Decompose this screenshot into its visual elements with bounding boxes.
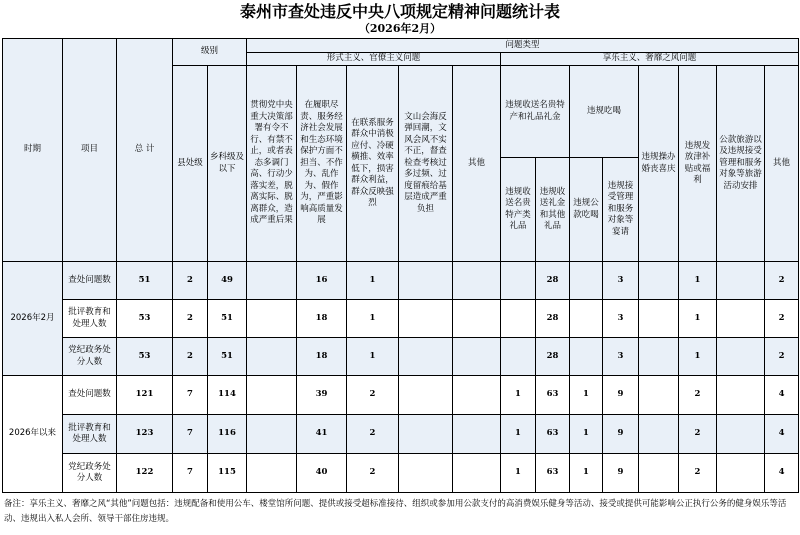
formalism-other-cell (453, 454, 501, 493)
header-formalism-4: 文山会海反弹回潮，文风会风不实不正，督查检查考核过多过频、过度留痕给基层造成严重负担 (399, 66, 453, 262)
table-row (3, 300, 799, 338)
formalism-1-cell (247, 300, 297, 338)
hedonism-gift-b-cell: 28 (536, 338, 570, 376)
hedonism-gift-a-cell (501, 300, 536, 338)
hedonism-meal-a-cell (570, 262, 603, 300)
hedonism-meal-a-cell: 1 (570, 376, 603, 415)
hedonism-meal-b-cell: 9 (603, 454, 639, 493)
hedonism-gift-b-cell: 63 (536, 376, 570, 415)
hedonism-meal-a-cell: 1 (570, 415, 603, 454)
header-hedonism-meal-a: 违规公款吃喝 (570, 158, 603, 262)
page-subtitle: （2026年2月） (358, 22, 442, 35)
total-cell: 51 (117, 262, 173, 300)
total-cell: 53 (117, 300, 173, 338)
item-cell: 批评教育和处理人数 (63, 415, 117, 454)
township-cell: 116 (208, 415, 247, 454)
item-cell: 党纪政务处分人数 (63, 338, 117, 376)
formalism-4-cell (399, 262, 453, 300)
header-formalism: 形式主义、官僚主义问题 (247, 53, 501, 66)
header-level-township: 乡科级及以下 (208, 66, 247, 262)
hedonism-wedding-cell (639, 338, 679, 376)
township-cell: 115 (208, 454, 247, 493)
hedonism-travel-cell (717, 300, 765, 338)
formalism-2-cell: 16 (297, 262, 347, 300)
header-hedonism-meal: 违规吃喝 (570, 66, 639, 158)
formalism-1-cell (247, 454, 297, 493)
footnote: 备注：享乐主义、奢靡之风“其他”问题包括：违规配备和使用公车、楼堂馆所问题、提供或接受超标准接待、组织或参加用公款支付的高消费娱乐健身等活动、接受或提供可能影响公正执行公务的健身娱乐等活动、违规出入私人会所、领导干部住房违规。 (4, 499, 787, 524)
item-cell: 党纪政务处分人数 (63, 454, 117, 493)
header-hedonism-meal-b: 违规接受管理和服务对象等宴请 (603, 158, 639, 262)
header-formalism-2: 在履职尽责、服务经济社会发展和生态环境保护方面不担当、不作为、乱作为、假作为，严重影响高质量发展 (297, 66, 347, 262)
hedonism-wedding-cell (639, 415, 679, 454)
header-level: 级别 (173, 39, 247, 66)
statistics-table (2, 38, 799, 493)
formalism-4-cell (399, 338, 453, 376)
table-row (3, 262, 799, 300)
header-hedonism: 享乐主义、奢靡之风问题 (501, 53, 799, 66)
formalism-3-cell: 2 (347, 376, 399, 415)
hedonism-travel-cell (717, 454, 765, 493)
county-cell: 7 (173, 415, 208, 454)
hedonism-gift-b-cell: 28 (536, 300, 570, 338)
period-cell: 2026年以来 (3, 376, 63, 493)
hedonism-gift-a-cell (501, 262, 536, 300)
township-cell: 51 (208, 300, 247, 338)
hedonism-wedding-cell (639, 454, 679, 493)
hedonism-meal-b-cell: 3 (603, 338, 639, 376)
header-hedonism-gift-b: 违规收送礼金和其他礼品 (536, 158, 570, 262)
header-hedonism-gift: 违规收送名贵特产和礼品礼金 (501, 66, 570, 158)
formalism-1-cell (247, 262, 297, 300)
formalism-4-cell (399, 415, 453, 454)
hedonism-allowance-cell: 1 (679, 300, 717, 338)
formalism-other-cell (453, 338, 501, 376)
header-hedonism-allowance: 违规发放津补贴或福利 (679, 66, 717, 262)
page-title: 泰州市查处违反中央八项规定精神问题统计表 (239, 2, 560, 21)
county-cell: 7 (173, 376, 208, 415)
hedonism-other-cell: 4 (765, 376, 799, 415)
formalism-3-cell: 2 (347, 454, 399, 493)
hedonism-other-cell: 2 (765, 338, 799, 376)
item-cell: 批评教育和处理人数 (63, 300, 117, 338)
hedonism-meal-a-cell (570, 338, 603, 376)
hedonism-gift-a-cell: 1 (501, 454, 536, 493)
header-hedonism-gift-a: 违规收送名贵特产类礼品 (501, 158, 536, 262)
table-row (3, 415, 799, 454)
header-issue-type: 问题类型 (247, 39, 799, 53)
hedonism-other-cell: 2 (765, 300, 799, 338)
hedonism-gift-b-cell: 63 (536, 454, 570, 493)
formalism-2-cell: 41 (297, 415, 347, 454)
township-cell: 51 (208, 338, 247, 376)
township-cell: 49 (208, 262, 247, 300)
total-cell: 121 (117, 376, 173, 415)
hedonism-meal-b-cell: 3 (603, 300, 639, 338)
county-cell: 7 (173, 454, 208, 493)
header-total: 总 计 (117, 39, 173, 262)
hedonism-wedding-cell (639, 376, 679, 415)
hedonism-allowance-cell: 1 (679, 338, 717, 376)
formalism-4-cell (399, 454, 453, 493)
hedonism-gift-b-cell: 63 (536, 415, 570, 454)
county-cell: 2 (173, 300, 208, 338)
formalism-3-cell: 2 (347, 415, 399, 454)
county-cell: 2 (173, 338, 208, 376)
header-level-county: 县处级 (173, 66, 208, 262)
hedonism-meal-b-cell: 9 (603, 415, 639, 454)
hedonism-allowance-cell: 2 (679, 454, 717, 493)
hedonism-travel-cell (717, 376, 765, 415)
formalism-4-cell (399, 300, 453, 338)
hedonism-travel-cell (717, 262, 765, 300)
header-period: 时期 (3, 39, 63, 262)
table-row (3, 454, 799, 493)
hedonism-allowance-cell: 2 (679, 415, 717, 454)
total-cell: 122 (117, 454, 173, 493)
formalism-3-cell: 1 (347, 300, 399, 338)
header-item: 项目 (63, 39, 117, 262)
formalism-1-cell (247, 376, 297, 415)
hedonism-allowance-cell: 2 (679, 376, 717, 415)
header-hedonism-wedding: 违规操办婚丧喜庆 (639, 66, 679, 262)
hedonism-wedding-cell (639, 300, 679, 338)
formalism-4-cell (399, 376, 453, 415)
header-hedonism-travel: 公款旅游以及违规接受管理和服务对象等旅游活动安排 (717, 66, 765, 262)
hedonism-allowance-cell: 1 (679, 262, 717, 300)
formalism-2-cell: 39 (297, 376, 347, 415)
hedonism-meal-b-cell: 3 (603, 262, 639, 300)
header-formalism-1: 贯彻党中央重大决策部署有令不行、有禁不止，或者表态多调门高、行动少落实差，脱离实际、脱离群众，造成严重后果 (247, 66, 297, 262)
total-cell: 123 (117, 415, 173, 454)
hedonism-meal-a-cell: 1 (570, 454, 603, 493)
hedonism-other-cell: 4 (765, 454, 799, 493)
hedonism-wedding-cell (639, 262, 679, 300)
item-cell: 查处问题数 (63, 376, 117, 415)
formalism-other-cell (453, 415, 501, 454)
header-formalism-3: 在联系服务群众中消极应付、冷硬横推、效率低下，损害群众利益，群众反映强烈 (347, 66, 399, 262)
total-cell: 53 (117, 338, 173, 376)
header-hedonism-other: 其他 (765, 66, 799, 262)
table-row (3, 338, 799, 376)
formalism-other-cell (453, 300, 501, 338)
formalism-3-cell: 1 (347, 338, 399, 376)
item-cell: 查处问题数 (63, 262, 117, 300)
period-cell: 2026年2月 (3, 262, 63, 376)
hedonism-travel-cell (717, 338, 765, 376)
formalism-2-cell: 18 (297, 338, 347, 376)
hedonism-other-cell: 4 (765, 415, 799, 454)
table-row (3, 376, 799, 415)
hedonism-other-cell: 2 (765, 262, 799, 300)
hedonism-gift-a-cell (501, 338, 536, 376)
formalism-other-cell (453, 262, 501, 300)
formalism-2-cell: 40 (297, 454, 347, 493)
hedonism-travel-cell (717, 415, 765, 454)
formalism-1-cell (247, 415, 297, 454)
hedonism-gift-a-cell: 1 (501, 415, 536, 454)
formalism-other-cell (453, 376, 501, 415)
county-cell: 2 (173, 262, 208, 300)
formalism-2-cell: 18 (297, 300, 347, 338)
hedonism-meal-b-cell: 9 (603, 376, 639, 415)
formalism-1-cell (247, 338, 297, 376)
formalism-3-cell: 1 (347, 262, 399, 300)
hedonism-meal-a-cell (570, 300, 603, 338)
hedonism-gift-a-cell: 1 (501, 376, 536, 415)
hedonism-gift-b-cell: 28 (536, 262, 570, 300)
header-formalism-other: 其他 (453, 66, 501, 262)
township-cell: 114 (208, 376, 247, 415)
